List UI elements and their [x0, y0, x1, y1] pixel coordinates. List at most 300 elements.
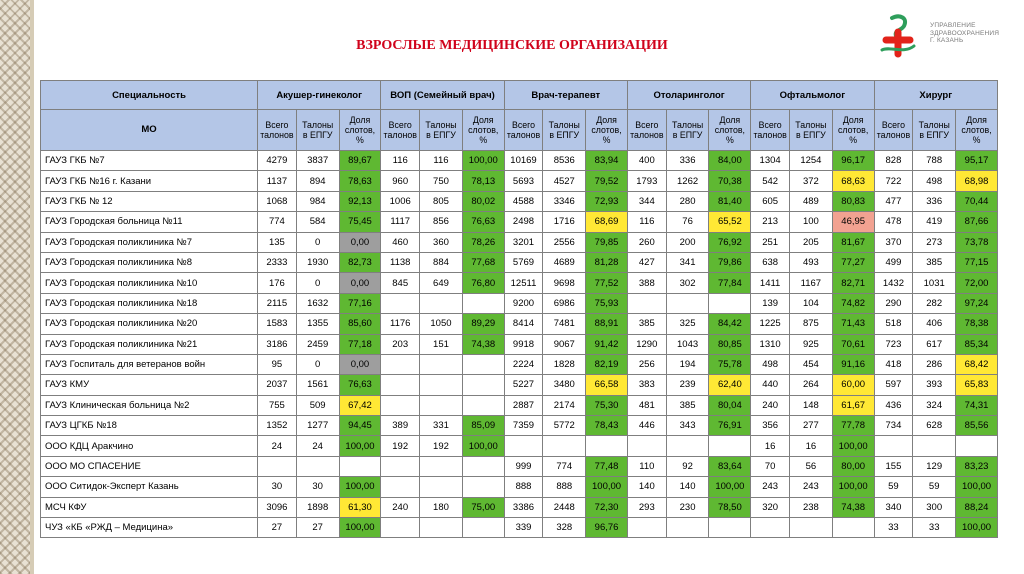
epgu-tickets-cell: 1050: [420, 314, 463, 334]
slot-share-cell: [709, 518, 751, 538]
epgu-tickets-cell: 264: [789, 375, 832, 395]
slot-share-cell: 68,42: [956, 354, 998, 374]
epgu-tickets-cell: [420, 395, 463, 415]
subheader-cell: Талоны в ЕПГУ: [543, 110, 586, 151]
slot-share-cell: 79,86: [709, 252, 751, 272]
epgu-tickets-cell: 372: [789, 171, 832, 191]
total-tickets-cell: 139: [751, 293, 790, 313]
total-tickets-cell: 638: [751, 252, 790, 272]
epgu-tickets-cell: 300: [913, 497, 956, 517]
slot-share-cell: 77,68: [462, 252, 504, 272]
slot-share-cell: [462, 375, 504, 395]
epgu-tickets-cell: 856: [420, 212, 463, 232]
table-row: [41, 314, 998, 334]
slot-share-cell: 79,52: [586, 171, 628, 191]
total-tickets-cell: 2333: [258, 252, 297, 272]
epgu-tickets-cell: 628: [913, 416, 956, 436]
total-tickets-cell: 1290: [627, 334, 666, 354]
organization-name: ГАУЗ Городская поликлиника №8: [41, 252, 258, 272]
slot-share-cell: 80,02: [462, 191, 504, 211]
table-row: [41, 395, 998, 415]
specialty-header: ВОП (Семейный врач): [381, 81, 504, 110]
epgu-tickets-cell: 406: [913, 314, 956, 334]
slot-share-cell: 71,43: [832, 314, 874, 334]
table-row: [41, 293, 998, 313]
table-row: [41, 436, 998, 456]
epgu-tickets-cell: [420, 456, 463, 476]
epgu-tickets-cell: 498: [913, 171, 956, 191]
epgu-tickets-cell: [543, 436, 586, 456]
epgu-tickets-cell: 2459: [296, 334, 339, 354]
epgu-tickets-cell: 151: [420, 334, 463, 354]
organization-name: ГАУЗ Госпиталь для ветеранов войн: [41, 354, 258, 374]
slot-share-cell: 67,42: [339, 395, 381, 415]
slot-share-cell: 72,30: [586, 497, 628, 517]
slot-share-cell: 91,42: [586, 334, 628, 354]
total-tickets-cell: 427: [627, 252, 666, 272]
slot-share-cell: 85,56: [956, 416, 998, 436]
slot-share-cell: 78,26: [462, 232, 504, 252]
slot-share-cell: 68,98: [956, 171, 998, 191]
epgu-tickets-cell: 282: [913, 293, 956, 313]
total-tickets-cell: 339: [504, 518, 543, 538]
epgu-tickets-cell: 1262: [666, 171, 709, 191]
total-tickets-cell: 1304: [751, 151, 790, 171]
decorative-border-inner: [30, 0, 34, 574]
epgu-tickets-cell: 360: [420, 232, 463, 252]
specialty-header-row: [41, 81, 998, 110]
epgu-tickets-cell: 180: [420, 497, 463, 517]
slot-share-cell: [462, 354, 504, 374]
total-tickets-cell: 460: [381, 232, 420, 252]
total-tickets-cell: 116: [381, 151, 420, 171]
total-tickets-cell: 3096: [258, 497, 297, 517]
total-tickets-cell: 518: [874, 314, 913, 334]
slot-share-cell: [709, 436, 751, 456]
total-tickets-cell: 389: [381, 416, 420, 436]
slot-share-cell: 75,00: [462, 497, 504, 517]
epgu-tickets-cell: 805: [420, 191, 463, 211]
slot-share-cell: 62,40: [709, 375, 751, 395]
organization-name: ГАУЗ ЦГКБ №18: [41, 416, 258, 436]
epgu-tickets-cell: 4527: [543, 171, 586, 191]
total-tickets-cell: [627, 436, 666, 456]
epgu-tickets-cell: [666, 518, 709, 538]
epgu-tickets-cell: 788: [913, 151, 956, 171]
slot-share-cell: 66,58: [586, 375, 628, 395]
total-tickets-cell: 1411: [751, 273, 790, 293]
organizations-table: [40, 80, 998, 538]
subheader-cell: Талоны в ЕПГУ: [913, 110, 956, 151]
epgu-tickets-cell: 1043: [666, 334, 709, 354]
total-tickets-cell: 116: [627, 212, 666, 232]
slot-share-cell: 82,73: [339, 252, 381, 272]
total-tickets-cell: [258, 456, 297, 476]
slot-share-cell: 76,92: [709, 232, 751, 252]
epgu-tickets-cell: 1716: [543, 212, 586, 232]
subheader-cell: Талоны в ЕПГУ: [296, 110, 339, 151]
slot-share-cell: 76,63: [462, 212, 504, 232]
slot-share-cell: 84,42: [709, 314, 751, 334]
epgu-tickets-cell: 192: [420, 436, 463, 456]
slot-share-cell: 83,23: [956, 456, 998, 476]
epgu-tickets-cell: 894: [296, 171, 339, 191]
organization-name: ЧУЗ «КБ «РЖД – Медицина»: [41, 518, 258, 538]
epgu-tickets-cell: 584: [296, 212, 339, 232]
slot-share-cell: 77,78: [832, 416, 874, 436]
slot-share-cell: 0,00: [339, 273, 381, 293]
subheader-cell: Всего талонов: [874, 110, 913, 151]
slot-share-cell: 74,38: [832, 497, 874, 517]
epgu-tickets-cell: 341: [666, 252, 709, 272]
organization-name: МСЧ КФУ: [41, 497, 258, 517]
epgu-tickets-cell: 331: [420, 416, 463, 436]
subheader-cell: Всего талонов: [751, 110, 790, 151]
table-row: [41, 334, 998, 354]
table-row: [41, 416, 998, 436]
subheader-cell: Всего талонов: [504, 110, 543, 151]
total-tickets-cell: 1310: [751, 334, 790, 354]
slot-share-cell: 89,29: [462, 314, 504, 334]
total-tickets-cell: 59: [874, 477, 913, 497]
slot-share-cell: 78,50: [709, 497, 751, 517]
total-tickets-cell: [751, 518, 790, 538]
epgu-tickets-cell: 1898: [296, 497, 339, 517]
total-tickets-cell: 1432: [874, 273, 913, 293]
total-tickets-cell: 2224: [504, 354, 543, 374]
subheader-cell: Доля слотов, %: [956, 110, 998, 151]
total-tickets-cell: 385: [627, 314, 666, 334]
slot-share-cell: 92,13: [339, 191, 381, 211]
table-row: [41, 151, 998, 171]
slot-share-cell: 74,38: [462, 334, 504, 354]
total-tickets-cell: 478: [874, 212, 913, 232]
total-tickets-cell: [381, 456, 420, 476]
slot-share-cell: 100,00: [462, 151, 504, 171]
total-tickets-cell: 344: [627, 191, 666, 211]
table-row: [41, 497, 998, 517]
epgu-tickets-cell: 16: [789, 436, 832, 456]
specialty-header: Акушер-гинеколог: [258, 81, 381, 110]
slot-share-cell: 77,18: [339, 334, 381, 354]
total-tickets-cell: 3186: [258, 334, 297, 354]
epgu-tickets-cell: 2448: [543, 497, 586, 517]
epgu-tickets-cell: 336: [913, 191, 956, 211]
page-title: ВЗРОСЛЫЕ МЕДИЦИНСКИЕ ОРГАНИЗАЦИИ: [356, 38, 668, 53]
epgu-tickets-cell: 148: [789, 395, 832, 415]
slot-share-cell: 79,85: [586, 232, 628, 252]
epgu-tickets-cell: 1031: [913, 273, 956, 293]
total-tickets-cell: 999: [504, 456, 543, 476]
slot-share-cell: 78,63: [339, 171, 381, 191]
epgu-tickets-cell: 3837: [296, 151, 339, 171]
slot-share-cell: [462, 518, 504, 538]
total-tickets-cell: [381, 354, 420, 374]
slot-share-cell: 80,04: [709, 395, 751, 415]
slot-share-cell: 77,52: [586, 273, 628, 293]
slot-share-cell: 61,30: [339, 497, 381, 517]
total-tickets-cell: 1176: [381, 314, 420, 334]
total-tickets-cell: 3201: [504, 232, 543, 252]
total-tickets-cell: 755: [258, 395, 297, 415]
slot-share-cell: 75,93: [586, 293, 628, 313]
slot-share-cell: 76,63: [339, 375, 381, 395]
total-tickets-cell: 2037: [258, 375, 297, 395]
total-tickets-cell: [381, 395, 420, 415]
total-tickets-cell: [381, 477, 420, 497]
slot-share-cell: 72,00: [956, 273, 998, 293]
total-tickets-cell: 213: [751, 212, 790, 232]
epgu-tickets-cell: 1828: [543, 354, 586, 374]
slot-share-cell: 73,78: [956, 232, 998, 252]
epgu-tickets-cell: 59: [913, 477, 956, 497]
slot-share-cell: 100,00: [339, 436, 381, 456]
slot-share-cell: 100,00: [339, 477, 381, 497]
epgu-tickets-cell: 238: [789, 497, 832, 517]
total-tickets-cell: 597: [874, 375, 913, 395]
slot-share-cell: 85,60: [339, 314, 381, 334]
total-tickets-cell: 260: [627, 232, 666, 252]
slot-share-cell: 70,44: [956, 191, 998, 211]
slot-share-cell: 100,00: [462, 436, 504, 456]
epgu-tickets-cell: [420, 518, 463, 538]
total-tickets-cell: 722: [874, 171, 913, 191]
epgu-tickets-cell: 1561: [296, 375, 339, 395]
organization-name: ООО Ситидок-Эксперт Казань: [41, 477, 258, 497]
slot-share-cell: 75,30: [586, 395, 628, 415]
subheader-cell: Доля слотов, %: [462, 110, 504, 151]
slot-share-cell: 100,00: [956, 518, 998, 538]
total-tickets-cell: 135: [258, 232, 297, 252]
total-tickets-cell: 440: [751, 375, 790, 395]
total-tickets-cell: 2498: [504, 212, 543, 232]
slot-share-cell: 46,95: [832, 212, 874, 232]
total-tickets-cell: 960: [381, 171, 420, 191]
subheader-cell: Талоны в ЕПГУ: [420, 110, 463, 151]
specialty-header: Врач-терапевт: [504, 81, 627, 110]
table-row: [41, 232, 998, 252]
total-tickets-cell: 605: [751, 191, 790, 211]
total-tickets-cell: 240: [381, 497, 420, 517]
epgu-tickets-cell: 419: [913, 212, 956, 232]
total-tickets-cell: 356: [751, 416, 790, 436]
specialty-column-header: Специальность: [41, 81, 258, 110]
slot-share-cell: 74,82: [832, 293, 874, 313]
subheader-cell: Доля слотов, %: [586, 110, 628, 151]
epgu-tickets-cell: 493: [789, 252, 832, 272]
slot-share-cell: 80,83: [832, 191, 874, 211]
epgu-tickets-cell: 0: [296, 273, 339, 293]
slot-share-cell: 68,69: [586, 212, 628, 232]
total-tickets-cell: 5227: [504, 375, 543, 395]
organization-name: ГАУЗ ГКБ №16 г. Казани: [41, 171, 258, 191]
slot-share-cell: 91,16: [832, 354, 874, 374]
slot-share-cell: 61,67: [832, 395, 874, 415]
epgu-tickets-cell: 888: [543, 477, 586, 497]
epgu-tickets-cell: 6986: [543, 293, 586, 313]
epgu-tickets-cell: 393: [913, 375, 956, 395]
total-tickets-cell: 481: [627, 395, 666, 415]
total-tickets-cell: 5769: [504, 252, 543, 272]
epgu-tickets-cell: 0: [296, 354, 339, 374]
slot-share-cell: 89,67: [339, 151, 381, 171]
epgu-tickets-cell: 205: [789, 232, 832, 252]
epgu-tickets-cell: 194: [666, 354, 709, 374]
total-tickets-cell: 176: [258, 273, 297, 293]
slot-share-cell: 100,00: [339, 518, 381, 538]
total-tickets-cell: 251: [751, 232, 790, 252]
subheader-cell: Доля слотов, %: [709, 110, 751, 151]
epgu-tickets-cell: 1254: [789, 151, 832, 171]
slot-share-cell: [462, 477, 504, 497]
total-tickets-cell: 845: [381, 273, 420, 293]
total-tickets-cell: 192: [381, 436, 420, 456]
epgu-tickets-cell: 116: [420, 151, 463, 171]
slot-share-cell: 77,27: [832, 252, 874, 272]
total-tickets-cell: 1225: [751, 314, 790, 334]
epgu-tickets-cell: [420, 477, 463, 497]
epgu-tickets-cell: 140: [666, 477, 709, 497]
organization-name: ГАУЗ Клиническая больница №2: [41, 395, 258, 415]
organization-name: ООО МО СПАСЕНИЕ: [41, 456, 258, 476]
organization-name: ГАУЗ Городская поликлиника №7: [41, 232, 258, 252]
epgu-tickets-cell: 343: [666, 416, 709, 436]
epgu-tickets-cell: 129: [913, 456, 956, 476]
epgu-tickets-cell: 875: [789, 314, 832, 334]
total-tickets-cell: 10169: [504, 151, 543, 171]
epgu-tickets-cell: 2174: [543, 395, 586, 415]
total-tickets-cell: 418: [874, 354, 913, 374]
epgu-tickets-cell: 7481: [543, 314, 586, 334]
total-tickets-cell: 70: [751, 456, 790, 476]
epgu-tickets-cell: 325: [666, 314, 709, 334]
subheader-cell: Всего талонов: [627, 110, 666, 151]
epgu-tickets-cell: 9698: [543, 273, 586, 293]
slot-share-cell: 77,48: [586, 456, 628, 476]
total-tickets-cell: 400: [627, 151, 666, 171]
table-row: [41, 477, 998, 497]
total-tickets-cell: [381, 293, 420, 313]
total-tickets-cell: 256: [627, 354, 666, 374]
epgu-tickets-cell: 8536: [543, 151, 586, 171]
total-tickets-cell: 290: [874, 293, 913, 313]
total-tickets-cell: 243: [751, 477, 790, 497]
table-row: [41, 375, 998, 395]
total-tickets-cell: 203: [381, 334, 420, 354]
epgu-tickets-cell: 24: [296, 436, 339, 456]
slot-share-cell: 83,64: [709, 456, 751, 476]
total-tickets-cell: 33: [874, 518, 913, 538]
subheader-cell: Талоны в ЕПГУ: [789, 110, 832, 151]
slot-share-cell: 81,40: [709, 191, 751, 211]
total-tickets-cell: 734: [874, 416, 913, 436]
slot-share-cell: 85,09: [462, 416, 504, 436]
slot-share-cell: 100,00: [832, 436, 874, 456]
total-tickets-cell: 340: [874, 497, 913, 517]
slot-share-cell: 82,19: [586, 354, 628, 374]
total-tickets-cell: 1583: [258, 314, 297, 334]
epgu-tickets-cell: 3480: [543, 375, 586, 395]
epgu-tickets-cell: [420, 354, 463, 374]
epgu-tickets-cell: 92: [666, 456, 709, 476]
total-tickets-cell: 383: [627, 375, 666, 395]
table-row: [41, 191, 998, 211]
total-tickets-cell: 9918: [504, 334, 543, 354]
decorative-border: [0, 0, 31, 574]
total-tickets-cell: 542: [751, 171, 790, 191]
organization-name: ГАУЗ КМУ: [41, 375, 258, 395]
total-tickets-cell: 30: [258, 477, 297, 497]
specialty-header: Хирург: [874, 81, 997, 110]
slot-share-cell: 78,43: [586, 416, 628, 436]
subheader-cell: Всего талонов: [381, 110, 420, 151]
total-tickets-cell: 7359: [504, 416, 543, 436]
slot-share-cell: 77,15: [956, 252, 998, 272]
total-tickets-cell: 95: [258, 354, 297, 374]
total-tickets-cell: 370: [874, 232, 913, 252]
epgu-tickets-cell: 280: [666, 191, 709, 211]
organization-name: ГАУЗ ГКБ №7: [41, 151, 258, 171]
slot-share-cell: 0,00: [339, 232, 381, 252]
epgu-tickets-cell: 76: [666, 212, 709, 232]
logo-text: УПРАВЛЕНИЕ ЗДРАВООХРАНЕНИЯ Г. КАЗАНЬ: [930, 22, 1000, 44]
total-tickets-cell: 723: [874, 334, 913, 354]
epgu-tickets-cell: 328: [543, 518, 586, 538]
organization-name: ГАУЗ Городская поликлиника №21: [41, 334, 258, 354]
epgu-tickets-cell: 0: [296, 232, 339, 252]
organization-name: ГАУЗ Городская поликлиника №18: [41, 293, 258, 313]
total-tickets-cell: 499: [874, 252, 913, 272]
slot-share-cell: 65,52: [709, 212, 751, 232]
table-body: [41, 151, 998, 538]
total-tickets-cell: 9200: [504, 293, 543, 313]
slot-share-cell: 68,63: [832, 171, 874, 191]
organization-name: ГАУЗ ГКБ № 12: [41, 191, 258, 211]
subheader-cell: Всего талонов: [258, 110, 297, 151]
total-tickets-cell: 888: [504, 477, 543, 497]
epgu-tickets-cell: 1930: [296, 252, 339, 272]
epgu-tickets-cell: 385: [913, 252, 956, 272]
slot-share-cell: 74,31: [956, 395, 998, 415]
slot-share-cell: [462, 395, 504, 415]
epgu-tickets-cell: 336: [666, 151, 709, 171]
slot-share-cell: 94,45: [339, 416, 381, 436]
epgu-tickets-cell: 1167: [789, 273, 832, 293]
slot-share-cell: 95,17: [956, 151, 998, 171]
epgu-tickets-cell: 273: [913, 232, 956, 252]
epgu-tickets-cell: [913, 436, 956, 456]
slot-share-cell: 82,71: [832, 273, 874, 293]
slot-share-cell: 88,91: [586, 314, 628, 334]
epgu-tickets-cell: 617: [913, 334, 956, 354]
epgu-tickets-cell: 27: [296, 518, 339, 538]
subheader-cell: Талоны в ЕПГУ: [666, 110, 709, 151]
total-tickets-cell: 3386: [504, 497, 543, 517]
epgu-tickets-cell: [789, 518, 832, 538]
epgu-tickets-cell: [666, 293, 709, 313]
slot-share-cell: 83,94: [586, 151, 628, 171]
epgu-tickets-cell: [296, 456, 339, 476]
epgu-tickets-cell: 509: [296, 395, 339, 415]
slot-share-cell: 65,83: [956, 375, 998, 395]
slot-share-cell: 76,91: [709, 416, 751, 436]
slot-share-cell: 85,34: [956, 334, 998, 354]
slot-share-cell: 100,00: [586, 477, 628, 497]
total-tickets-cell: 12511: [504, 273, 543, 293]
epgu-tickets-cell: 239: [666, 375, 709, 395]
total-tickets-cell: 27: [258, 518, 297, 538]
epgu-tickets-cell: 4689: [543, 252, 586, 272]
